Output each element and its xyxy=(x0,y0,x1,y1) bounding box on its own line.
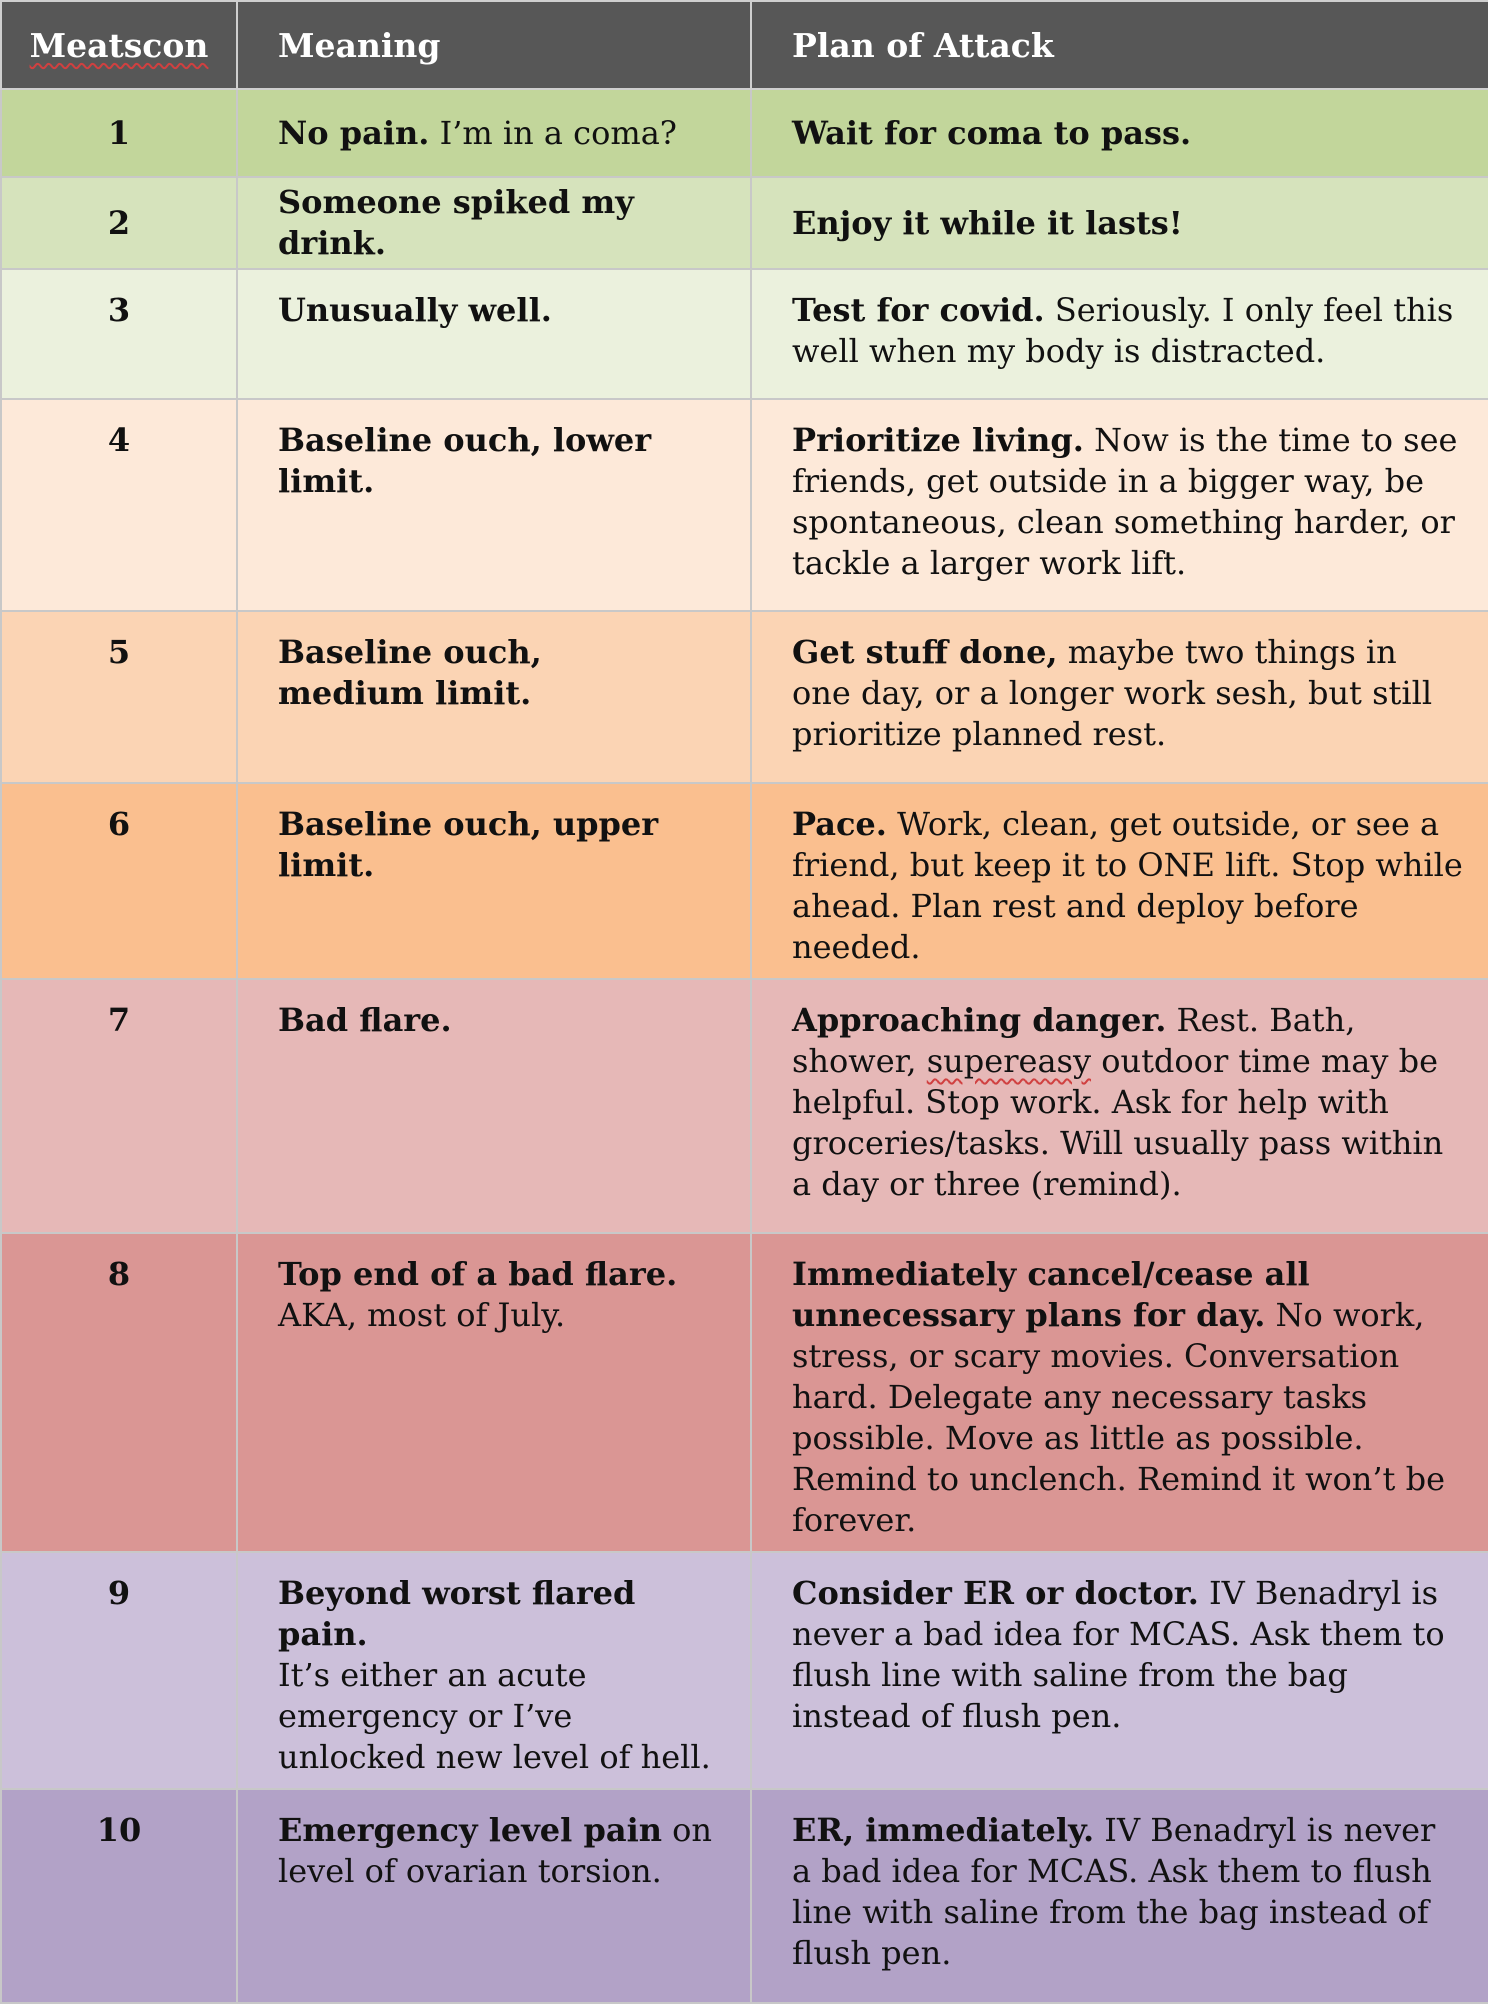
meaning-bold: Someone spiked my drink. xyxy=(278,183,634,262)
level-cell: 5 xyxy=(1,611,237,783)
meaning-bold: No pain. xyxy=(278,113,430,152)
header-row xyxy=(1,1,1488,89)
meaning-cell xyxy=(237,1552,751,1789)
plan-cell xyxy=(751,611,1488,783)
table-row xyxy=(1,611,1488,783)
meaning-text: It’s either an acute emergency or I’ve unlocked new level of hell. xyxy=(278,1656,711,1776)
meaning-bold: Unusually well. xyxy=(278,291,552,329)
plan-text: Now is the time to see friends, get outside in a bigger way, be spontaneous, clean something harder, or tackle a larger work lift. xyxy=(792,421,1458,582)
plan-bold: Pace. xyxy=(792,805,887,843)
plan-bold: Prioritize living. xyxy=(792,421,1084,459)
meaning-cell xyxy=(237,1233,751,1552)
plan-cell xyxy=(751,1552,1488,1789)
meaning-text: on level of ovarian torsion. xyxy=(278,1811,713,1890)
table-row xyxy=(1,269,1488,399)
plan-text: Rest. Bath, shower, xyxy=(792,1001,1356,1080)
table-row xyxy=(1,89,1488,177)
meaning-bold: Baseline ouch, upper limit. xyxy=(278,805,659,884)
plan-bold: Get stuff done, xyxy=(792,633,1058,671)
meaning-cell xyxy=(237,1789,751,2003)
meaning-bold: Bad flare. xyxy=(278,1001,452,1039)
header-meatscon: Meatscon xyxy=(1,1,237,89)
plan-bold: Approaching danger. xyxy=(792,1001,1167,1039)
level-cell: 1 xyxy=(1,89,237,177)
table-row xyxy=(1,399,1488,611)
meaning-bold: Baseline ouch, medium limit. xyxy=(278,633,542,712)
meaning-cell xyxy=(237,783,751,979)
level-cell: 6 xyxy=(1,783,237,979)
level-cell: 3 xyxy=(1,269,237,399)
table-row xyxy=(1,1233,1488,1552)
plan-bold: Wait for coma to pass. xyxy=(792,113,1192,152)
meaning-bold: Top end of a bad flare. xyxy=(278,1255,678,1293)
plan-cell xyxy=(751,399,1488,611)
header-plan-of-attack: Plan of Attack xyxy=(751,1,1488,89)
table-row xyxy=(1,979,1488,1233)
level-cell: 7 xyxy=(1,979,237,1233)
plan-cell xyxy=(751,1789,1488,2003)
plan-text: Work, clean, get outside, or see a friend, but keep it to ONE lift. Stop while ahead. Plan rest and deploy before needed. xyxy=(792,805,1463,966)
level-cell: 9 xyxy=(1,1552,237,1789)
plan-cell xyxy=(751,783,1488,979)
meaning-cell xyxy=(237,269,751,399)
plan-cell xyxy=(751,269,1488,399)
meaning-bold: Beyond worst flared pain. xyxy=(278,1574,636,1653)
plan-text: outdoor time may be helpful. Stop work. Ask for help with groceries/tasks. Will usually pass within a day or three (remind). xyxy=(792,1042,1444,1203)
level-cell: 8 xyxy=(1,1233,237,1552)
plan-text-misspelled: supereasy xyxy=(926,1042,1092,1080)
plan-cell xyxy=(751,979,1488,1233)
plan-text: IV Benadryl is never a bad idea for MCAS. Ask them to flush line with saline from the bag instead of flush pen. xyxy=(792,1574,1445,1735)
meaning-bold: Baseline ouch, lower limit. xyxy=(278,421,652,500)
table-row xyxy=(1,1789,1488,2003)
plan-bold: Immediately cancel/cease all unnecessary plans for day. xyxy=(792,1255,1310,1334)
table-row xyxy=(1,177,1488,269)
meaning-text: I’m in a coma? xyxy=(429,113,677,152)
plan-cell xyxy=(751,89,1488,177)
plan-text: Seriously. I only feel this well when my body is distracted. xyxy=(792,291,1454,370)
table-row xyxy=(1,783,1488,979)
header-meaning: Meaning xyxy=(237,1,751,89)
plan-bold: Consider ER or doctor. xyxy=(792,1574,1199,1612)
plan-cell xyxy=(751,177,1488,269)
table-row xyxy=(1,1552,1488,1789)
meaning-cell xyxy=(237,177,751,269)
plan-bold: Test for covid. xyxy=(792,291,1045,329)
plan-bold: Enjoy it while it lasts! xyxy=(792,203,1183,242)
meaning-cell xyxy=(237,399,751,611)
plan-text: No work, stress, or scary movies. Conversation hard. Delegate any necessary tasks possible. Move as little as possible. Remind to unclench. Remind it won’t be forever. xyxy=(792,1296,1445,1539)
meaning-cell xyxy=(237,611,751,783)
level-cell: 4 xyxy=(1,399,237,611)
plan-text: maybe two things in one day, or a longer work sesh, but still prioritize planned rest. xyxy=(792,633,1433,753)
plan-text: IV Benadryl is never a bad idea for MCAS. Ask them to flush line with saline from the bag instead of flush pen. xyxy=(792,1811,1436,1972)
level-cell: 2 xyxy=(1,177,237,269)
level-cell: 10 xyxy=(1,1789,237,2003)
meaning-bold: Emergency level pain xyxy=(278,1811,662,1849)
meaning-text: AKA, most of July. xyxy=(278,1296,566,1334)
meaning-cell xyxy=(237,89,751,177)
plan-bold: ER, immediately. xyxy=(792,1811,1095,1849)
plan-cell xyxy=(751,1233,1488,1552)
meaning-cell xyxy=(237,979,751,1233)
